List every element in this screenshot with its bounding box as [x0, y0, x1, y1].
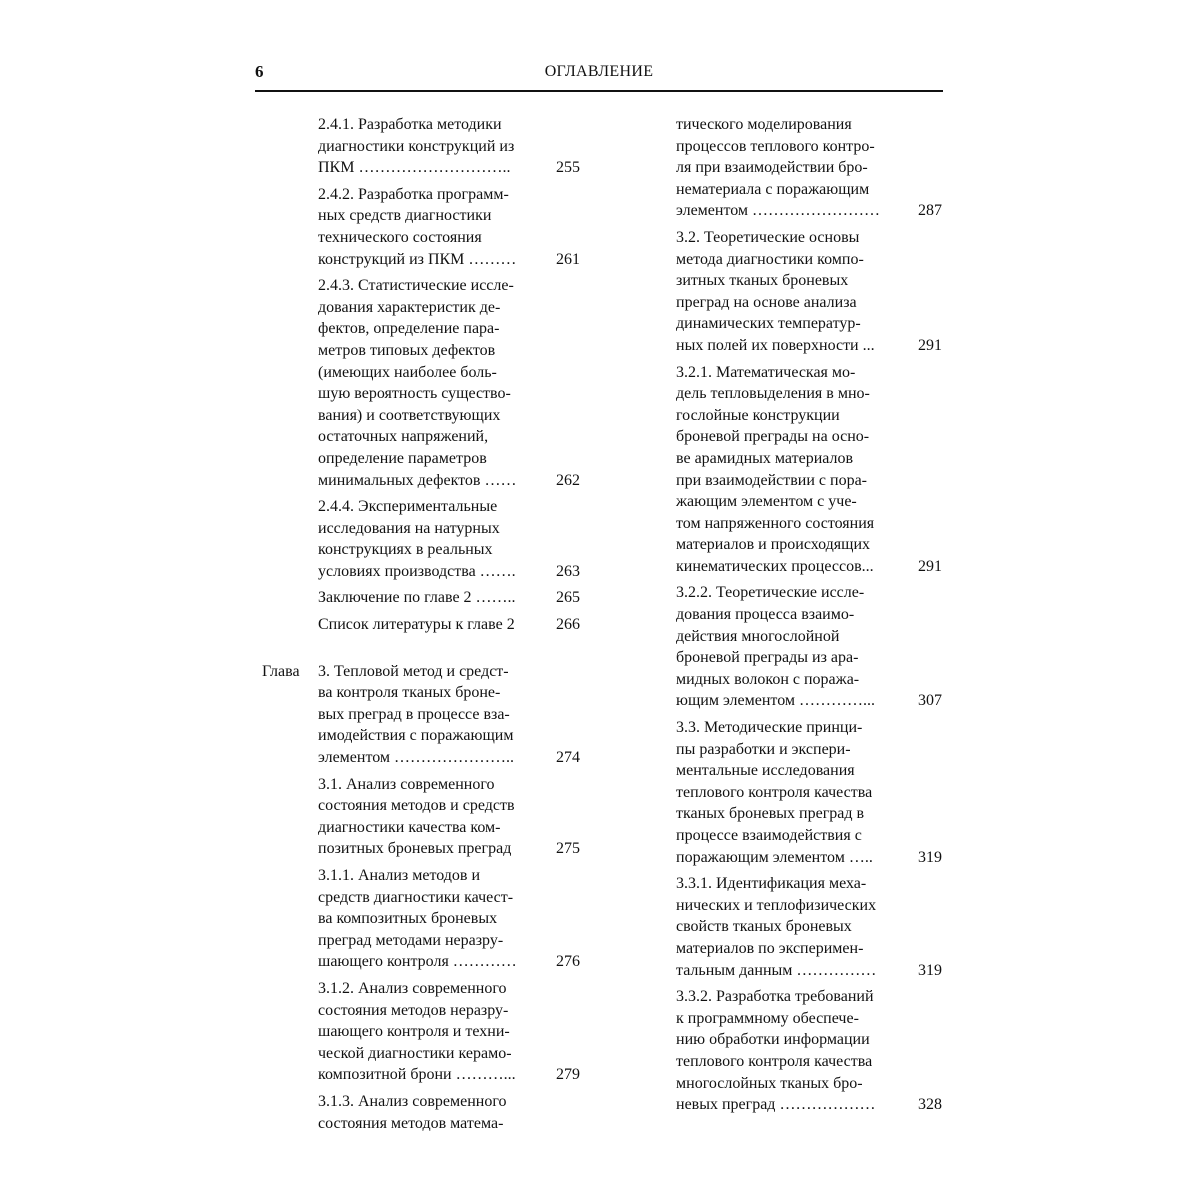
- toc-entry-line: жающим элементом с уче-: [676, 493, 857, 511]
- toc-entry-line: метода диагностики компо-: [676, 250, 864, 268]
- toc-entry[interactable]: [262, 275, 592, 491]
- toc-entry-line: поражающим элементом …..: [676, 848, 873, 866]
- chapter-label: Глава: [262, 662, 300, 680]
- toc-entry-line: 2.4.4. Экспериментальные: [318, 498, 498, 516]
- toc-entry-line: дель тепловыделения в мно-: [676, 385, 870, 403]
- toc-page-number: 319: [918, 848, 942, 866]
- toc-entry-line: позитных броневых преград: [318, 840, 512, 858]
- toc-entry-line: 3.2.2. Теоретические иссле-: [676, 584, 865, 602]
- toc-entry-line: материалов по эксперимен-: [676, 939, 864, 957]
- toc-entry-line: ющим элементом …………...: [676, 692, 876, 710]
- toc-entry-line: ческой диагностики керамо-: [318, 1044, 512, 1062]
- toc-entry-line: Заключение по главе 2 ……..: [318, 589, 516, 607]
- toc-entry[interactable]: [262, 865, 592, 973]
- toc-entry-line: 3.1.3. Анализ современного: [318, 1092, 507, 1110]
- toc-entry[interactable]: [676, 114, 946, 222]
- toc-entry-line: броневой преграды из ара-: [676, 649, 859, 667]
- toc-entry-line: 3.2. Теоретические основы: [676, 228, 860, 246]
- toc-entry-line: ных полей их поверхности ...: [676, 336, 875, 354]
- toc-left-column: [262, 114, 592, 1139]
- toc-entry-line: 3.1. Анализ современного: [318, 775, 495, 793]
- toc-entry[interactable]: [262, 587, 592, 609]
- toc-entry-line: условиях производства …….: [318, 562, 516, 580]
- toc-entry-line: Список литературы к главе 2: [318, 616, 515, 634]
- toc-entry-line: нию обработки информации: [676, 1031, 870, 1049]
- toc-entry-line: невых преград ………………: [676, 1096, 876, 1114]
- toc-page-number: 263: [556, 562, 580, 580]
- toc-entry-line: ля при взаимодействии бро-: [676, 159, 868, 177]
- toc-page-number: 262: [556, 471, 580, 489]
- toc-entry-line: тальным данным ……………: [676, 961, 877, 979]
- toc-entry-line: шую вероятность существо-: [318, 385, 511, 403]
- toc-entry-line: 3. Тепловой метод и средст-: [318, 662, 509, 680]
- toc-entry-line: конструкциях в реальных: [318, 541, 493, 559]
- toc-entry[interactable]: [262, 496, 592, 582]
- toc-page-number: 291: [918, 336, 942, 354]
- toc-entry-line: ва контроля тканых броне-: [318, 684, 501, 702]
- toc-entry-line: броневой преграды на осно-: [676, 428, 870, 446]
- toc-entry-line: минимальных дефектов ……: [318, 471, 517, 489]
- toc-entry-line: материалов и происходящих: [676, 536, 871, 554]
- toc-entry-line: преград на основе анализа: [676, 293, 857, 311]
- page-header: [255, 60, 943, 92]
- toc-entry[interactable]: [676, 986, 946, 1116]
- toc-entry-line: ве арамидных материалов: [676, 449, 854, 467]
- toc-entry-line: определение параметров: [318, 449, 487, 467]
- toc-entry[interactable]: [262, 184, 592, 270]
- toc-entry-line: ПКМ ………………………..: [318, 159, 511, 177]
- toc-entry-line: имодействия с поражающим: [318, 727, 514, 745]
- toc-entry-line: гослойные конструкции: [676, 406, 840, 424]
- toc-entry-line: диагностики конструкций из: [318, 137, 515, 155]
- toc-entry-line: нематериала с поражающим: [676, 180, 870, 198]
- toc-entry-line: 3.1.1. Анализ методов и: [318, 867, 481, 884]
- toc-entry-line: диагностики качества ком-: [318, 818, 501, 836]
- toc-entry-line: действия многослойной: [676, 627, 840, 645]
- toc-entry[interactable]: [262, 661, 592, 769]
- toc-entry-line: нических и теплофизических: [676, 896, 877, 914]
- toc-entry-line: динамических температур-: [676, 315, 861, 333]
- toc-entry-line: метров типовых дефектов: [318, 341, 496, 359]
- toc-entry-line: теплового контроля качества: [676, 1052, 873, 1070]
- toc-entry-line: при взаимодействии с пора-: [676, 471, 867, 489]
- toc-entry[interactable]: [676, 227, 946, 357]
- toc-entry[interactable]: [676, 582, 946, 712]
- toc-entry-line: (имеющих наиболее боль-: [318, 363, 497, 381]
- toc-page-number: 279: [556, 1066, 580, 1084]
- toc-entry[interactable]: [262, 114, 592, 179]
- toc-page-number: 287: [918, 202, 942, 220]
- toc-entry-line: вых преград в процессе вза-: [318, 705, 510, 723]
- toc-page-number: 319: [918, 961, 942, 979]
- toc-entry-line: кинематических процессов...: [676, 557, 874, 575]
- toc-entry[interactable]: [262, 614, 592, 636]
- toc-entry-line: теплового контроля качества: [676, 783, 873, 801]
- toc-entry-line: дования процесса взаимо-: [676, 606, 855, 624]
- toc-page-number: 307: [918, 692, 942, 710]
- toc-entry-line: многослойных тканых бро-: [676, 1074, 863, 1092]
- toc-entry-line: состояния методов неразру-: [318, 1001, 509, 1019]
- toc-entry-line: технического состояния: [318, 228, 482, 246]
- toc-entry-line: композитной брони ………...: [318, 1066, 516, 1084]
- toc-entry-line: мидных волокон с поража-: [676, 670, 860, 688]
- toc-page-number: 255: [556, 159, 580, 177]
- toc-entry-line: 3.3.1. Идентификация меха-: [676, 875, 867, 893]
- toc-entry-line: элементом ……………………: [676, 202, 881, 220]
- toc-entry[interactable]: [676, 873, 946, 981]
- toc-page-number: 328: [918, 1096, 942, 1114]
- toc-entry-line: зитных тканых броневых: [676, 272, 849, 290]
- toc-entry-line: фектов, определение пара-: [318, 320, 500, 338]
- toc-entry-line: вания) и соответствующих: [318, 406, 501, 424]
- toc-entry-line: к программному обеспече-: [676, 1009, 859, 1027]
- toc-entry[interactable]: [262, 1091, 592, 1134]
- toc-entry-line: преград методами неразру-: [318, 931, 504, 949]
- toc-entry-line: состояния методов матема-: [318, 1114, 504, 1132]
- toc-page-number: 274: [556, 749, 580, 767]
- toc-entry-line: остаточных напряжений,: [318, 428, 489, 446]
- toc-entry-line: 3.2.1. Математическая мо-: [676, 363, 856, 381]
- toc-entry-line: 2.4.3. Статистические иссле-: [318, 277, 514, 295]
- toc-entry-line: процессов теплового контро-: [676, 137, 875, 155]
- toc-entry-line: шающего контроля и техни-: [318, 1023, 510, 1041]
- toc-page-number: 265: [556, 589, 580, 607]
- toc-entry-line: средств диагностики качест-: [318, 888, 514, 906]
- toc-entry-line: свойств тканых броневых: [676, 918, 852, 936]
- toc-entry-line: ментальные исследования: [676, 762, 855, 780]
- running-title: ОГЛАВЛЕНИЕ: [544, 63, 654, 80]
- toc-entry-line: элементом …………………..: [318, 749, 515, 767]
- toc-page-number: 291: [918, 557, 942, 575]
- toc-entry-line: 2.4.2. Разработка программ-: [318, 185, 509, 203]
- page-number: 6: [255, 62, 264, 81]
- toc-entry-line: пы разработки и экспери-: [676, 740, 851, 758]
- toc-page-number: 275: [556, 840, 580, 858]
- toc-entry-line: процессе взаимодействия с: [676, 827, 862, 844]
- toc-entry[interactable]: [676, 362, 946, 578]
- toc-entry-line: исследования на натурных: [318, 519, 500, 537]
- toc-page-number: 266: [556, 616, 580, 634]
- toc-entry-line: 3.1.2. Анализ современного: [318, 979, 507, 997]
- toc-entry-line: 3.3.2. Разработка требований: [676, 988, 874, 1006]
- toc-entry[interactable]: [676, 717, 946, 868]
- toc-entry-line: ных средств диагностики: [318, 207, 492, 225]
- toc-entry-line: ва композитных броневых: [318, 910, 498, 928]
- toc-right-column: [676, 114, 946, 1121]
- toc-entry-line: конструкций из ПКМ ………: [318, 250, 517, 268]
- toc-entry[interactable]: [262, 774, 592, 860]
- toc-entry-line: 2.4.1. Разработка методики: [318, 116, 502, 133]
- toc-entry-line: 3.3. Методические принци-: [676, 719, 863, 737]
- toc-entry-line: тканых броневых преград в: [676, 805, 865, 823]
- toc-entry-line: шающего контроля …………: [318, 953, 517, 971]
- toc-entry-line: том напряженного состояния: [676, 514, 875, 532]
- toc-entry-line: дования характеристик де-: [318, 298, 501, 316]
- toc-entry-line: тического моделирования: [676, 116, 852, 133]
- toc-entry[interactable]: [262, 978, 592, 1086]
- toc-page-number: 261: [556, 250, 580, 268]
- toc-page-number: 276: [556, 953, 580, 971]
- toc-entry-line: состояния методов и средств: [318, 797, 515, 815]
